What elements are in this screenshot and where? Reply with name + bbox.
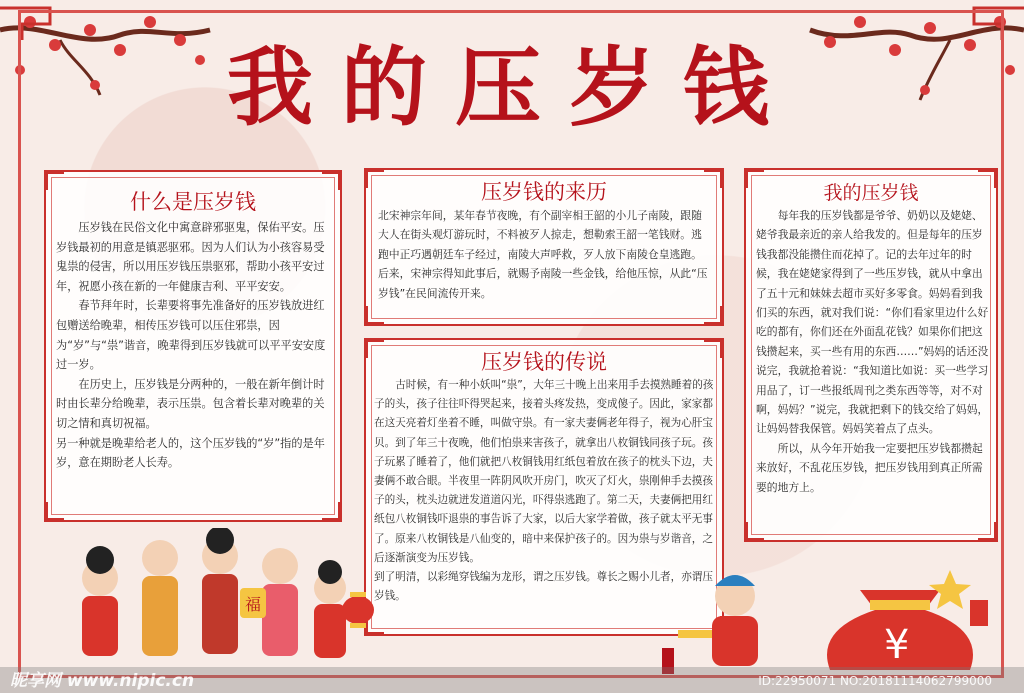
panel-origin (364, 168, 724, 326)
money-bag-icon (800, 560, 1000, 680)
panel-mine-title: 我的压岁钱 (823, 182, 919, 204)
watermark-bar (0, 667, 1024, 693)
yuan-symbol: ¥ (884, 622, 910, 668)
lantern-icon (340, 586, 376, 632)
family-illustration (40, 528, 360, 678)
watermark-logo: 昵享网 www.nipic.cn (10, 671, 195, 691)
panel-mine-body (756, 206, 990, 497)
paragraph: 春节拜年时，长辈要将事先准备好的压岁钱放进红包赠送给晚辈，相传压岁钱可以压住邪祟，因为“岁”与“祟”谐音，晚辈得到压岁钱就可以平平安安度过一岁。 (56, 299, 326, 372)
paragraph: 在历史上，压岁钱是分两种的，一般在新年倒计时时由长辈分给晚辈，表示压祟。包含着长辈对晚辈的关切之情和真切祝福。 (56, 377, 325, 430)
panel-what-body (56, 218, 332, 473)
page-title: 我的压岁钱 (227, 37, 797, 138)
fu-character: 福 (245, 595, 262, 614)
paragraph: 到了明清，以彩绳穿钱编为龙形，谓之压岁钱。尊长之赐小儿者，亦谓压岁钱。 (374, 571, 713, 603)
paragraph: 压岁钱在民俗文化中寓意辟邪驱鬼，保佑平安。压岁钱最初的用意是镇恶驱邪。因为人们认为小孩容易受鬼祟的侵害，所以用压岁钱压祟驱邪，帮助小孩平安过年，祝愿小孩在新的一年健康吉利、平平安安。 (56, 221, 325, 293)
paragraph: 古时候，有一种小妖叫“祟”，大年三十晚上出来用手去摸熟睡着的孩子的头，孩子往往吓得哭起来，接着头疼发热，变成傻子。因此，家家都在这天亮着灯坐着不睡，叫做守祟。有一家夫妻俩老年得子，视为心肝宝贝。到了年三十夜晚，他们怕祟来害孩子，就拿出八枚铜钱同孩子玩。孩子玩累了睡着了，他们就把八枚铜钱用红纸包着放在孩子的枕头下边，夫妻俩不敢合眼。半夜里一阵阴风吹开房门，吹灭了灯火，祟刚伸手去摸孩子的头，枕头边就迸发道道闪光，吓得祟逃跑了。第二天，夫妻俩把用红纸包八枚铜钱吓退祟的事告诉了大家，以后大家学着做，孩子就太平无事了。原来八枚铜钱是八仙变的，暗中来保护孩子的。因为祟与岁谐音，之后逐渐演变为压岁钱。 (374, 379, 714, 564)
panel-origin-title: 压岁钱的来历 (481, 180, 607, 204)
panel-origin-body (378, 206, 712, 303)
panel-what (44, 170, 342, 522)
panel-what-title: 什么是压岁钱 (130, 190, 256, 214)
paragraph: 另一种就是晚辈给老人的，这个压岁钱的“岁”指的是年岁，意在期盼老人长寿。 (56, 436, 325, 470)
watermark-id: ID:22950071 NO:20181114062799000 (758, 674, 992, 688)
child-firecracker-illustration (660, 560, 810, 680)
panel-mine (744, 168, 998, 542)
paragraph: 所以，从今年开始我一定要把压岁钱都攒起来放好，不乱花压岁钱，把压岁钱用到真正所需要的地方上。 (756, 441, 983, 494)
paragraph: 每年我的压岁钱都是爷爷、奶奶以及姥姥、姥爷我最亲近的亲人给我发的。但是每年的压岁钱我都没能攒住而花掉了。记的去年过年的时候，我在姥姥家得到了一些压岁钱，就从中拿出了五十元和妹妹去超市买好多零食。妈妈看到我们买的东西，就对我们说：“你们看家里边什么好吃的都有，你们还在外面乱花钱？如果你们把这钱攒起来，买一些有用的东西……”妈妈的话还没说完，我就抢着说：“我知道比如说：买一些学习用品了，订一些报纸周刊之类东西等等，对不对啊，妈妈？”说完，我就把剩下的钱交给了妈妈，让妈妈替我保管。妈妈笑着点了点头。 (756, 209, 989, 436)
panel-legend-title: 压岁钱的传说 (481, 350, 607, 374)
paragraph: 北宋神宗年间，某年春节夜晚，有个副宰相王韶的小儿子南陵，跟随大人在街头观灯游玩时，不料被歹人掠走，想勒索王韶一笔钱财。逃跑中正巧遇朝廷车子经过，南陵大声呼救，歹人放下南陵仓皇逃跑。后来，宋神宗得知此事后，就赐予南陵一些金钱，给他压惊，从此“压岁钱”在民间流传开来。 (378, 209, 708, 300)
